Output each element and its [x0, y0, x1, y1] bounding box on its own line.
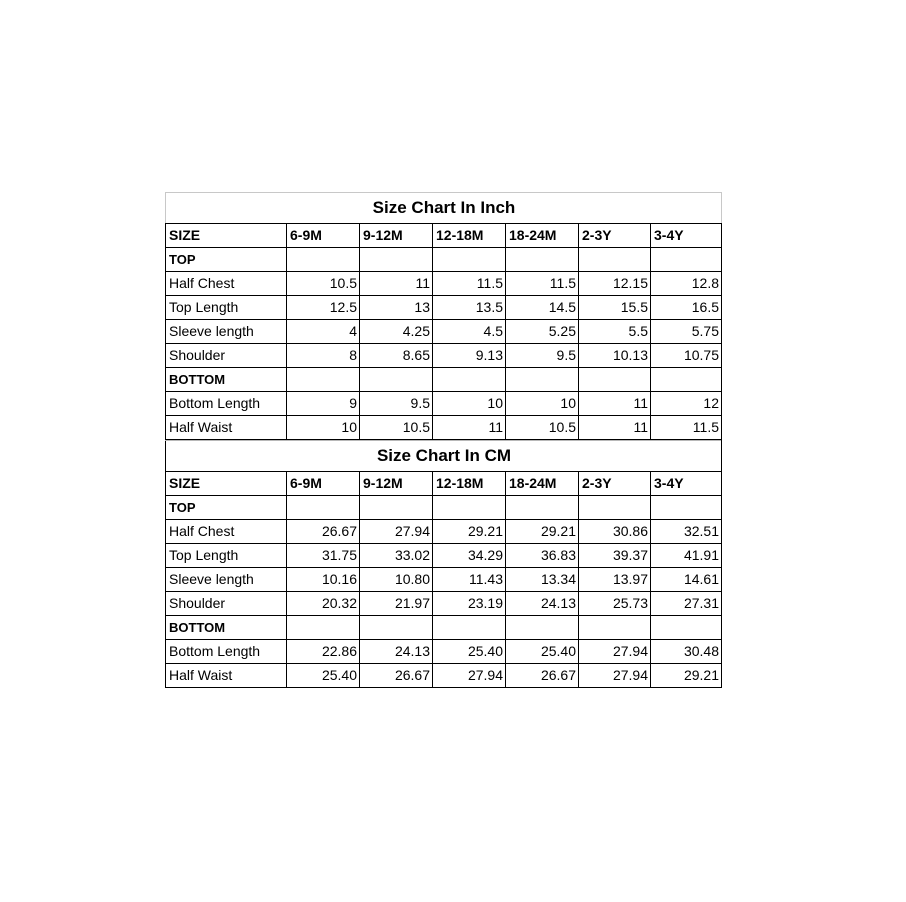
value-cell: 10.16 — [287, 568, 360, 592]
value-cell: 10.5 — [360, 416, 433, 440]
header-cell: 9-12M — [360, 472, 433, 496]
table-row — [166, 592, 722, 616]
value-cell: 4 — [287, 320, 360, 344]
value-cell: 25.73 — [579, 592, 651, 616]
value-cell: 11.5 — [433, 272, 506, 296]
value-cell: 10.5 — [506, 416, 579, 440]
value-cell: 30.86 — [579, 520, 651, 544]
value-cell: 32.51 — [651, 520, 722, 544]
header-cell: 3-4Y — [651, 472, 722, 496]
value-cell: 39.37 — [579, 544, 651, 568]
header-cell: 18-24M — [506, 224, 579, 248]
table-row — [166, 640, 722, 664]
row-label: Half Waist — [166, 664, 287, 688]
value-cell: 11 — [579, 416, 651, 440]
value-cell: 10.13 — [579, 344, 651, 368]
table-row — [166, 392, 722, 416]
value-cell: 29.21 — [433, 520, 506, 544]
table-row — [166, 272, 722, 296]
value-cell: 15.5 — [579, 296, 651, 320]
header-cell: 12-18M — [433, 224, 506, 248]
value-cell: 26.67 — [360, 664, 433, 688]
value-cell: 13.5 — [433, 296, 506, 320]
value-cell: 16.5 — [651, 296, 722, 320]
header-cell: 2-3Y — [579, 224, 651, 248]
value-cell: 21.97 — [360, 592, 433, 616]
row-label: Sleeve length — [166, 320, 287, 344]
section-row-top — [166, 496, 722, 520]
value-cell: 11.5 — [506, 272, 579, 296]
value-cell: 34.29 — [433, 544, 506, 568]
value-cell: 5.25 — [506, 320, 579, 344]
value-cell: 30.48 — [651, 640, 722, 664]
header-cell: 9-12M — [360, 224, 433, 248]
value-cell: 10 — [287, 416, 360, 440]
value-cell: 13.97 — [579, 568, 651, 592]
value-cell: 11 — [579, 392, 651, 416]
table-row — [166, 520, 722, 544]
value-cell: 29.21 — [651, 664, 722, 688]
value-cell: 27.94 — [433, 664, 506, 688]
row-label: Half Waist — [166, 416, 287, 440]
section-label: BOTTOM — [166, 368, 287, 392]
value-cell: 23.19 — [433, 592, 506, 616]
header-cell: SIZE — [166, 224, 287, 248]
value-cell: 11.43 — [433, 568, 506, 592]
header-cell: SIZE — [166, 472, 287, 496]
value-cell: 12.5 — [287, 296, 360, 320]
value-cell: 25.40 — [506, 640, 579, 664]
size-chart — [165, 192, 721, 688]
value-cell: 14.61 — [651, 568, 722, 592]
value-cell: 27.31 — [651, 592, 722, 616]
section-row-bottom — [166, 368, 722, 392]
value-cell: 27.94 — [360, 520, 433, 544]
row-label: Shoulder — [166, 592, 287, 616]
value-cell: 5.75 — [651, 320, 722, 344]
table-row — [166, 544, 722, 568]
value-cell: 31.75 — [287, 544, 360, 568]
value-cell: 9.5 — [506, 344, 579, 368]
row-label: Sleeve length — [166, 568, 287, 592]
value-cell: 14.5 — [506, 296, 579, 320]
row-label: Shoulder — [166, 344, 287, 368]
table-row — [166, 320, 722, 344]
section-label: TOP — [166, 496, 287, 520]
value-cell: 25.40 — [433, 640, 506, 664]
table-row — [166, 296, 722, 320]
value-cell: 9.5 — [360, 392, 433, 416]
table-row — [166, 416, 722, 440]
section-row-bottom — [166, 616, 722, 640]
cm-table-title: Size Chart In CM — [166, 441, 722, 472]
value-cell: 22.86 — [287, 640, 360, 664]
inch-size-table — [165, 192, 722, 440]
value-cell: 8.65 — [360, 344, 433, 368]
value-cell: 20.32 — [287, 592, 360, 616]
header-cell: 6-9M — [287, 472, 360, 496]
value-cell: 29.21 — [506, 520, 579, 544]
value-cell: 12.15 — [579, 272, 651, 296]
row-label: Bottom Length — [166, 392, 287, 416]
section-label: BOTTOM — [166, 616, 287, 640]
value-cell: 5.5 — [579, 320, 651, 344]
row-label: Top Length — [166, 544, 287, 568]
value-cell: 10.80 — [360, 568, 433, 592]
table-row — [166, 568, 722, 592]
header-cell: 6-9M — [287, 224, 360, 248]
row-label: Half Chest — [166, 520, 287, 544]
header-cell: 12-18M — [433, 472, 506, 496]
value-cell: 9.13 — [433, 344, 506, 368]
value-cell: 4.25 — [360, 320, 433, 344]
table-row — [166, 664, 722, 688]
value-cell: 26.67 — [287, 520, 360, 544]
section-row-top — [166, 248, 722, 272]
header-cell: 2-3Y — [579, 472, 651, 496]
header-cell: 3-4Y — [651, 224, 722, 248]
value-cell: 11 — [433, 416, 506, 440]
value-cell: 12 — [651, 392, 722, 416]
value-cell: 24.13 — [506, 592, 579, 616]
value-cell: 4.5 — [433, 320, 506, 344]
value-cell: 10 — [433, 392, 506, 416]
cm-size-table — [165, 440, 722, 688]
value-cell: 36.83 — [506, 544, 579, 568]
section-label: TOP — [166, 248, 287, 272]
value-cell: 10.5 — [287, 272, 360, 296]
cm-header-row — [166, 472, 722, 496]
inch-header-row — [166, 224, 722, 248]
value-cell: 12.8 — [651, 272, 722, 296]
row-label: Half Chest — [166, 272, 287, 296]
row-label: Bottom Length — [166, 640, 287, 664]
value-cell: 8 — [287, 344, 360, 368]
value-cell: 24.13 — [360, 640, 433, 664]
value-cell: 13 — [360, 296, 433, 320]
value-cell: 10.75 — [651, 344, 722, 368]
value-cell: 11 — [360, 272, 433, 296]
value-cell: 26.67 — [506, 664, 579, 688]
value-cell: 9 — [287, 392, 360, 416]
header-cell: 18-24M — [506, 472, 579, 496]
value-cell: 11.5 — [651, 416, 722, 440]
table-row — [166, 344, 722, 368]
value-cell: 10 — [506, 392, 579, 416]
row-label: Top Length — [166, 296, 287, 320]
value-cell: 33.02 — [360, 544, 433, 568]
value-cell: 25.40 — [287, 664, 360, 688]
inch-table-title: Size Chart In Inch — [166, 193, 722, 224]
value-cell: 27.94 — [579, 640, 651, 664]
value-cell: 13.34 — [506, 568, 579, 592]
value-cell: 27.94 — [579, 664, 651, 688]
value-cell: 41.91 — [651, 544, 722, 568]
